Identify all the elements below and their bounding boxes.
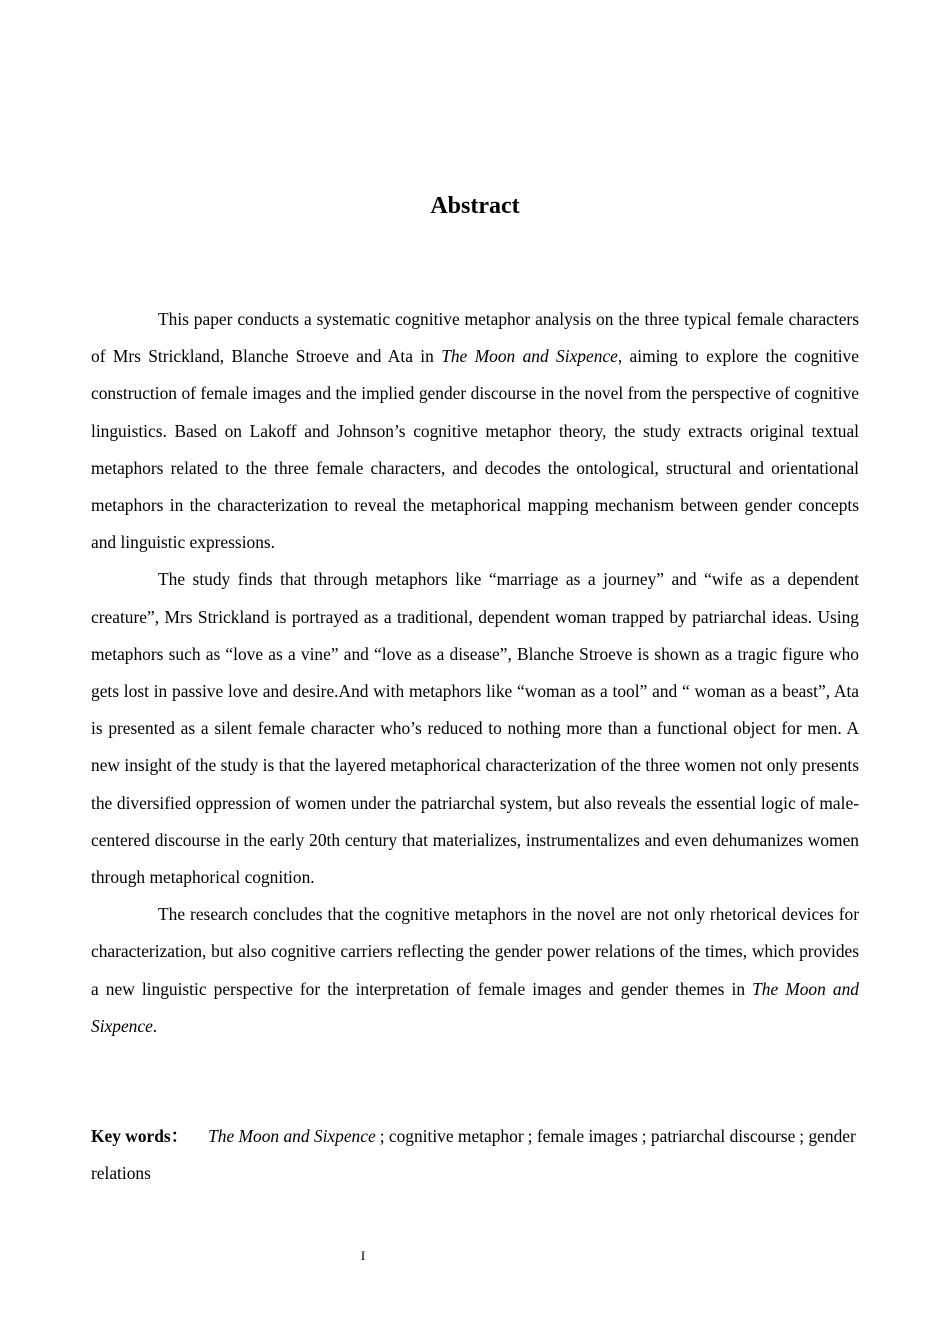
page-number: I	[360, 1248, 366, 1263]
abstract-body	[91, 301, 859, 1045]
keyword-patriarchal-discourse: ; patriarchal discourse	[642, 1126, 796, 1146]
paragraph-1-text-part-1: This paper conducts a systematic cognitive metaphor analysis on the three typical female characters of Mrs Strickland, Blanche Stroeve and Ata in	[91, 309, 859, 367]
keywords-label: Key words：	[91, 1126, 189, 1146]
paragraph-3-text-part-1: The research concludes that the cognitive metaphors in the novel are not only rhetorical devices for characterization, but also cognitive carriers reflecting the gender power relations of the times, which provides a new linguistic perspective for the interpretation of female images and gender themes in	[91, 904, 859, 999]
abstract-paragraph-3	[91, 896, 859, 1045]
paragraph-3-text-part-2: .	[152, 1015, 158, 1036]
keyword-cognitive-metaphor: ; cognitive metaphor	[380, 1126, 524, 1146]
paragraph-2-text: The study finds that through metaphors like “marriage as a journey” and “wife as a dependent creature”, Mrs Strickland is portrayed as a traditional, dependent woman trapped by patriarchal ideas. Using metaphors such as “love as a vine” and “love as a disease”, Blanche Stroeve is shown as a tragic figure who gets lost in passive love and desire.And with metaphors like “woman as a tool” and “ woman as a beast”, Ata is presented as a silent female character who’s reduced to nothing more than a functional object for men. A new insight of the study is that the layered metaphorical characterization of the three women not only presents the diversified oppression of women under the patriarchal system, but also reveals the essential logic of male-centered discourse in the early 20th century that materializes, instrumentalizes and even dehumanizes women through metaphorical cognition.	[91, 569, 859, 888]
abstract-title: Abstract	[430, 193, 520, 219]
abstract-paragraph-1	[91, 301, 859, 561]
keywords-line	[91, 1118, 859, 1191]
keyword-book-title: The Moon and Sixpence	[208, 1126, 376, 1146]
paragraph-3-book-title: The Moon and Sixpence	[91, 978, 859, 1036]
keyword-gender-relations: ; gender relations	[91, 1126, 856, 1183]
paragraph-1-text-part-2: , aiming to explore the cognitive construction of female images and the implied gender discourse in the novel from the perspective of cognitive linguistics. Based on Lakoff and Johnson’s cognitive metaphor theory, the study extracts original textual metaphors related to the three female characters, and decodes the ontological, structural and orientational metaphors in the characterization to reveal the metaphorical mapping mechanism between gender concepts and linguistic expressions.	[91, 346, 859, 553]
paragraph-1-book-title: The Moon and Sixpence	[441, 346, 618, 367]
abstract-paragraph-2	[91, 561, 859, 896]
keyword-female-images: ; female images	[528, 1126, 638, 1146]
